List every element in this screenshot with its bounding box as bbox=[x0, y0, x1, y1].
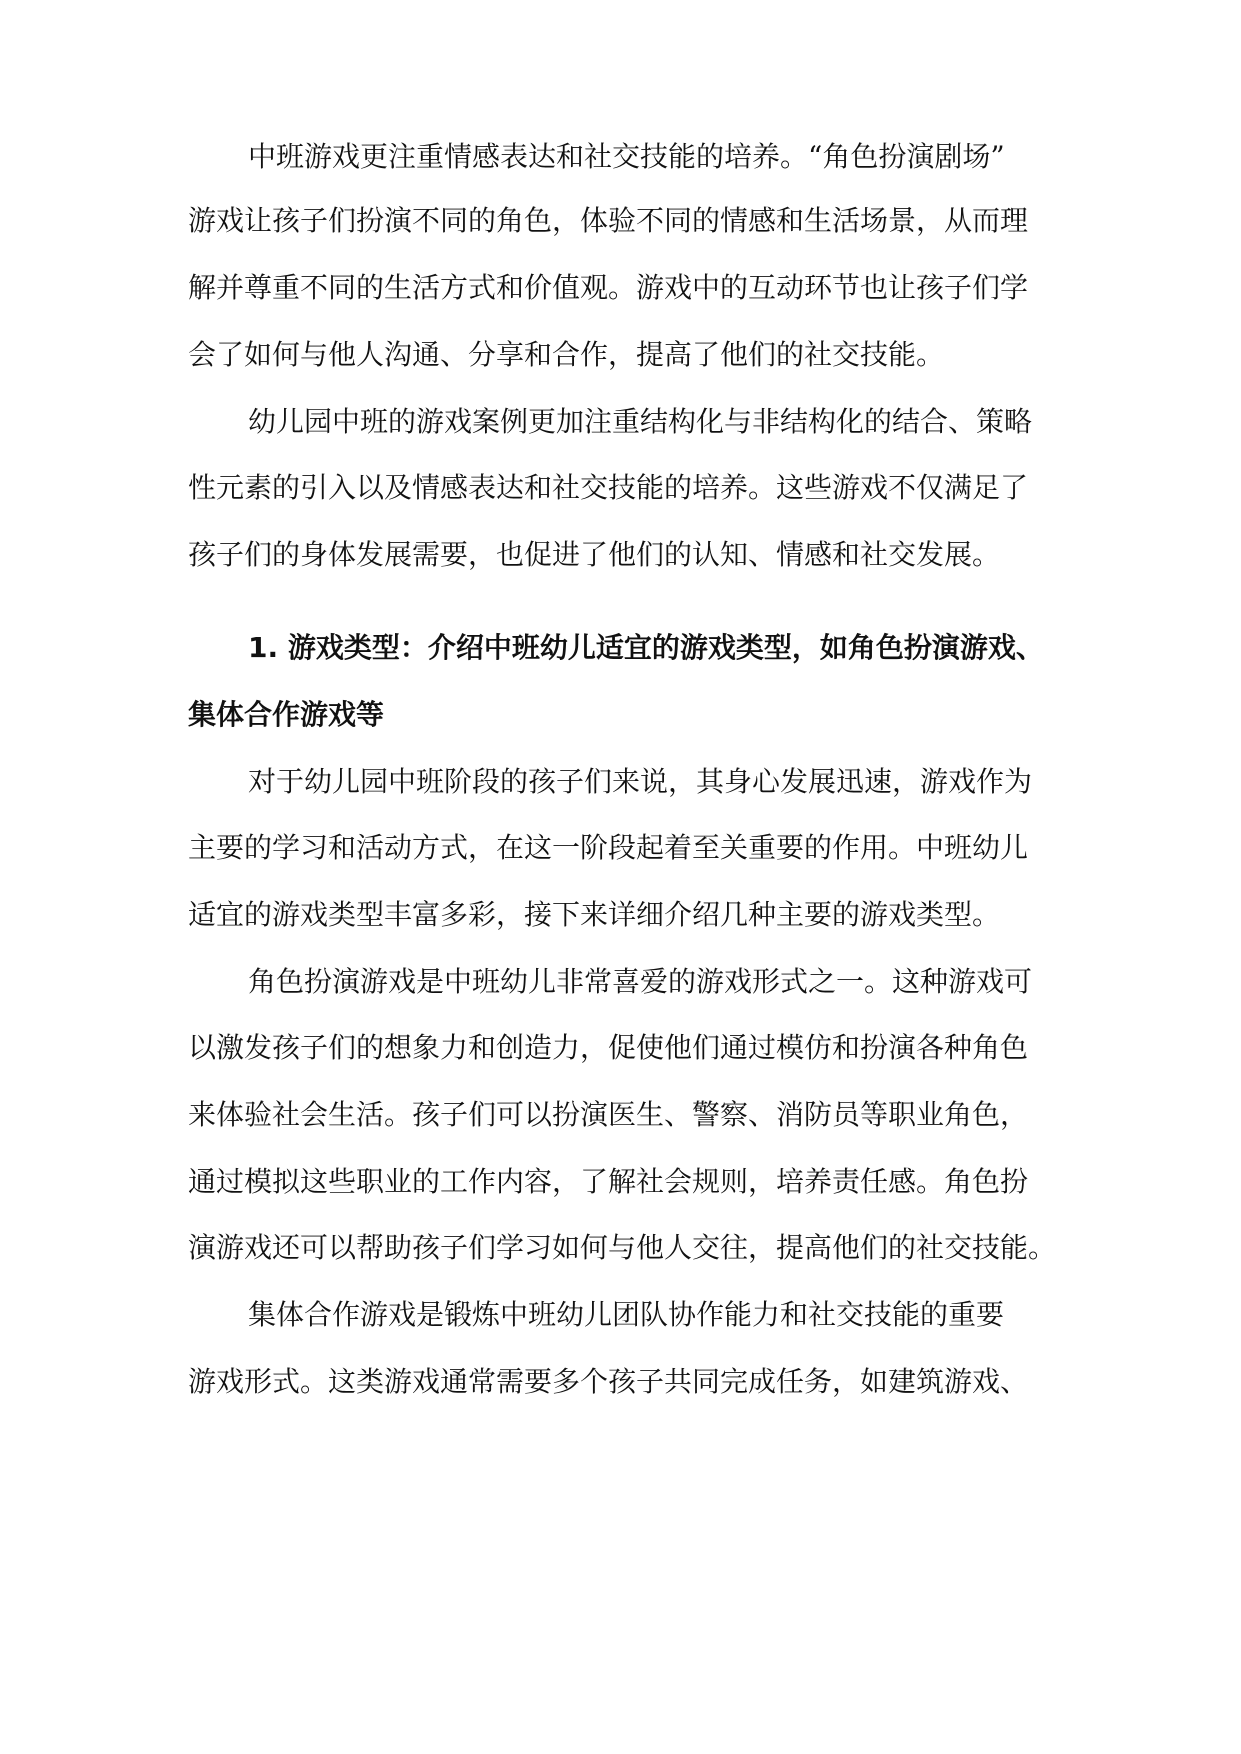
paragraph-1-line-2: 游戏让孩子们扮演不同的角色，体验不同的情感和生活场景，从而理 bbox=[188, 204, 1029, 237]
paragraph-4-line-2: 以激发孩子们的想象力和创造力，促使他们通过模仿和扮演各种角色 bbox=[188, 1031, 1029, 1064]
paragraph-5-line-1: 集体合作游戏是锻炼中班幼儿团队协作能力和社交技能的重要 bbox=[248, 1298, 1005, 1331]
paragraph-1-line-1: 中班游戏更注重情感表达和社交技能的培养。“角色扮演剧场” bbox=[248, 140, 1005, 173]
paragraph-1-line-4: 会了如何与他人沟通、分享和合作，提高了他们的社交技能。 bbox=[188, 338, 945, 371]
paragraph-3-line-2: 主要的学习和活动方式，在这一阶段起着至关重要的作用。中班幼儿 bbox=[188, 831, 1029, 864]
paragraph-5-line-2: 游戏形式。这类游戏通常需要多个孩子共同完成任务，如建筑游戏、 bbox=[188, 1365, 1029, 1398]
paragraph-4-line-5: 演游戏还可以帮助孩子们学习如何与他人交往，提高他们的社交技能。 bbox=[188, 1231, 1057, 1264]
paragraph-4-line-3: 来体验社会生活。孩子们可以扮演医生、警察、消防员等职业角色， bbox=[188, 1098, 1029, 1131]
section-heading-line-2: 集体合作游戏等 bbox=[188, 698, 385, 731]
paragraph-2-line-3: 孩子们的身体发展需要，也促进了他们的认知、情感和社交发展。 bbox=[188, 538, 1001, 571]
section-heading-line-1: 1. 游戏类型：介绍中班幼儿适宜的游戏类型，如角色扮演游戏、 bbox=[248, 631, 1044, 664]
paragraph-3-line-3: 适宜的游戏类型丰富多彩，接下来详细介绍几种主要的游戏类型。 bbox=[188, 898, 1001, 931]
paragraph-2-line-2: 性元素的引入以及情感表达和社交技能的培养。这些游戏不仅满足了 bbox=[188, 471, 1029, 504]
paragraph-4-line-1: 角色扮演游戏是中班幼儿非常喜爱的游戏形式之一。这种游戏可 bbox=[248, 965, 1033, 998]
paragraph-1-line-3: 解并尊重不同的生活方式和价值观。游戏中的互动环节也让孩子们学 bbox=[188, 271, 1029, 304]
paragraph-3-line-1: 对于幼儿园中班阶段的孩子们来说，其身心发展迅速，游戏作为 bbox=[248, 765, 1033, 798]
paragraph-4-line-4: 通过模拟这些职业的工作内容，了解社会规则，培养责任感。角色扮 bbox=[188, 1165, 1029, 1198]
paragraph-2-line-1: 幼儿园中班的游戏案例更加注重结构化与非结构化的结合、策略 bbox=[248, 405, 1033, 438]
